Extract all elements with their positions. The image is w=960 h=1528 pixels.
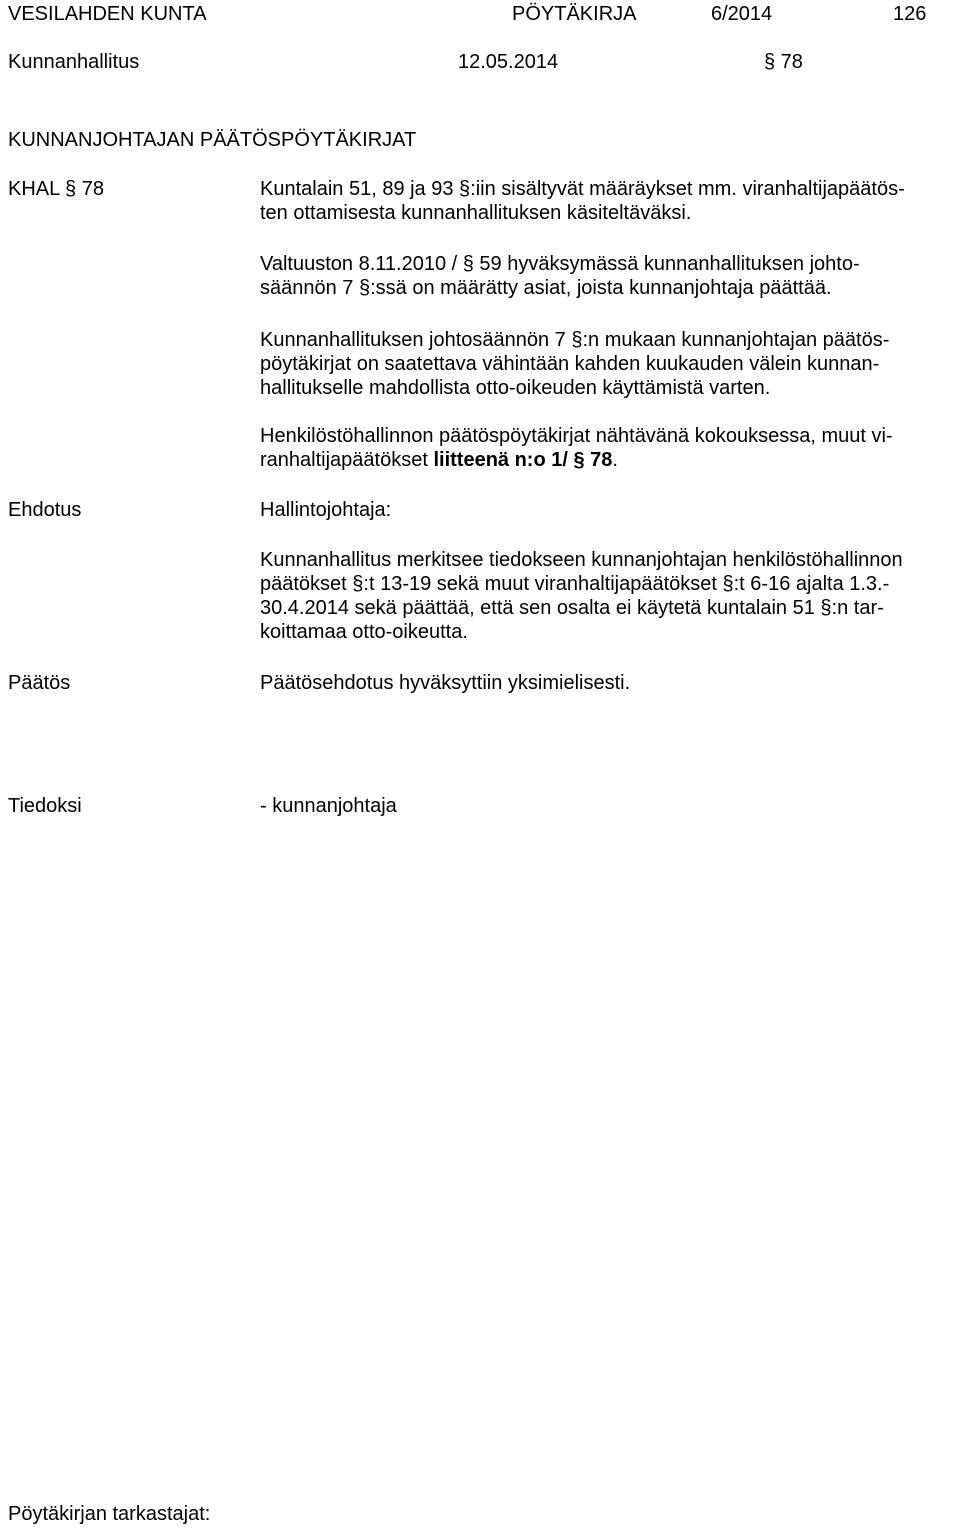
section-number: § 78	[764, 51, 803, 73]
paragraph-line: ten ottamisesta kunnanhallituksen käsiteltäväksi.	[260, 202, 692, 224]
issue-number: 6/2014	[711, 3, 773, 25]
paragraph-line: pöytäkirjat on saatettava vähintään kahden kuukauden välein kunnan-	[260, 353, 880, 375]
meeting-body: Kunnanhallitus	[8, 51, 140, 73]
paragraph-line: Valtuuston 8.11.2010 / § 59 hyväksymässä kunnanhallituksen johto-	[260, 253, 860, 275]
paragraph-line: Kuntalain 51, 89 ja 93 §:iin sisältyvät määräykset mm. viranhaltijapäätös-	[260, 178, 905, 200]
tiedoksi-label: Tiedoksi	[8, 795, 82, 817]
attachment-suffix: .	[612, 449, 618, 471]
paragraph-3	[260, 328, 950, 400]
khal-label: KHAL § 78	[8, 178, 104, 200]
decision-text: Päätösehdotus hyväksyttiin yksimielisesti.	[260, 672, 631, 694]
paragraph-2	[260, 252, 950, 300]
meeting-date: 12.05.2014	[458, 51, 559, 73]
attachment-prefix: ranhaltijapäätökset	[260, 449, 434, 471]
attachment-reference: liitteenä n:o 1/ § 78	[433, 449, 613, 471]
proposal-text	[260, 548, 950, 644]
paragraph-4	[260, 424, 950, 472]
paragraph-1	[260, 177, 950, 225]
paragraph-line: hallitukselle mahdollista otto-oikeuden käyttämistä varten.	[260, 377, 771, 399]
page-number: 126	[893, 3, 927, 25]
proposal-line: 30.4.2014 sekä päättää, että sen osalta ei käytetä kuntalain 51 §:n tar-	[260, 597, 884, 619]
municipality-name: VESILAHDEN KUNTA	[8, 3, 207, 25]
paragraph-line: Henkilöstöhallinnon päätöspöytäkirjat nähtävänä kokouksessa, muut vi-	[260, 425, 893, 447]
ehdotus-label: Ehdotus	[8, 499, 82, 521]
proposal-line: päätökset §:t 13-19 sekä muut viranhaltijapäätökset §:t 6-16 ajalta 1.3.-	[260, 573, 890, 595]
proposal-line: koittamaa otto-oikeutta.	[260, 621, 468, 643]
paragraph-line	[260, 448, 950, 472]
document-type: PÖYTÄKIRJA	[512, 3, 637, 25]
paragraph-line: säännön 7 §:ssä on määrätty asiat, joista kunnanjohtaja päättää.	[260, 277, 832, 299]
tiedoksi-recipient: - kunnanjohtaja	[260, 795, 397, 817]
document-title: KUNNANJOHTAJAN PÄÄTÖSPÖYTÄKIRJAT	[8, 129, 417, 151]
paatos-label: Päätös	[8, 672, 71, 694]
proposer: Hallintojohtaja:	[260, 499, 392, 521]
minutes-checkers-label: Pöytäkirjan tarkastajat:	[8, 1503, 211, 1525]
proposal-line: Kunnanhallitus merkitsee tiedokseen kunnanjohtajan henkilöstöhallinnon	[260, 549, 903, 571]
paragraph-line: Kunnanhallituksen johtosäännön 7 §:n mukaan kunnanjohtajan päätös-	[260, 329, 890, 351]
